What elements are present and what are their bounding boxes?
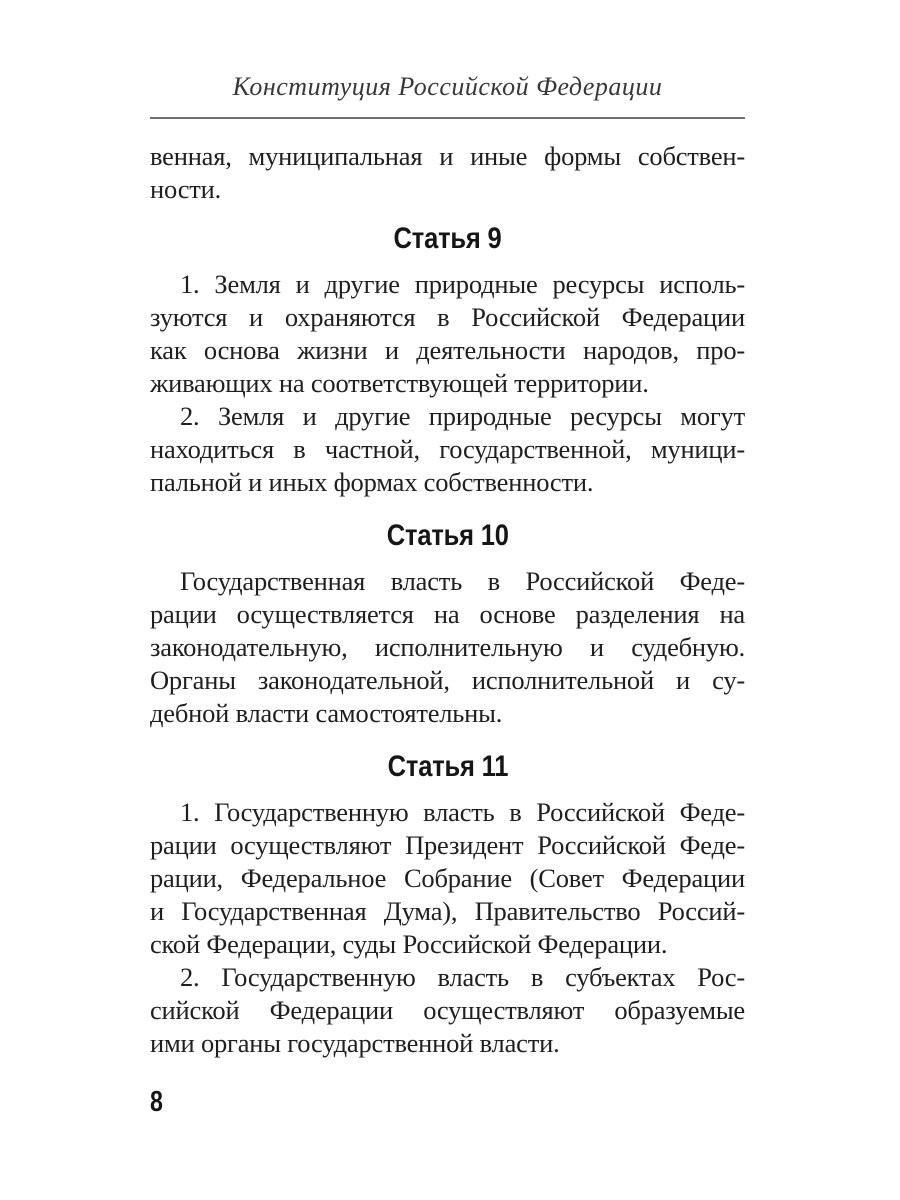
text-line: ими органы государственной власти. bbox=[150, 1028, 560, 1058]
page-number: 8 bbox=[150, 1086, 163, 1118]
text-line: зуются и охраняются в Российской Федерации bbox=[150, 302, 745, 332]
text-line: 2. Земля и другие природные ресурсы могут bbox=[180, 401, 745, 431]
text-line: и Государственная Дума), Правительство Россий- bbox=[150, 896, 745, 926]
text-line: рации, Федеральное Собрание (Совет Федерации bbox=[150, 863, 745, 893]
article-heading-9 bbox=[150, 222, 745, 255]
paragraph-article10 bbox=[150, 565, 745, 730]
article-heading-11 bbox=[150, 750, 745, 783]
article-heading-text: Статья 10 bbox=[386, 519, 509, 552]
text-line: сийской Федерации осуществляют образуемые bbox=[150, 995, 745, 1025]
text-line: 1. Государственную власть в Российской Феде- bbox=[180, 797, 745, 827]
text-line: Органы законодательной, исполнительной и су- bbox=[150, 665, 745, 695]
text-line: дебной власти самостоятельны. bbox=[150, 698, 503, 728]
text-line: пальной и иных формах собственности. bbox=[150, 467, 594, 497]
text-line: венная, муниципальная и иные формы собствен- bbox=[150, 141, 745, 171]
text-line: ности. bbox=[150, 174, 222, 204]
article-heading-text: Статья 11 bbox=[387, 750, 508, 783]
paragraph-continuation bbox=[150, 140, 745, 206]
text-line: рации осуществляют Президент Российской Феде- bbox=[150, 830, 745, 860]
text-line: живающих на соответствующей территории. bbox=[150, 368, 649, 398]
article-heading-10 bbox=[150, 519, 745, 552]
paragraph-article11-2 bbox=[150, 961, 745, 1060]
text-line: рации осуществляется на основе разделения на bbox=[150, 599, 745, 629]
text-line: законодательную, исполнительную и судебную. bbox=[150, 632, 745, 662]
page-body-text bbox=[150, 140, 745, 1060]
text-line: ской Федерации, суды Российской Федерации. bbox=[150, 929, 668, 959]
article-heading-text: Статья 9 bbox=[393, 222, 502, 255]
header-rule-divider bbox=[150, 117, 745, 119]
text-line: Государственная власть в Российской Феде- bbox=[180, 566, 745, 596]
running-header: Конституция Российской Федерации bbox=[232, 72, 663, 101]
text-line: находиться в частной, государственной, муници- bbox=[150, 434, 745, 464]
text-line: 2. Государственную власть в субъектах Рос- bbox=[180, 962, 745, 992]
paragraph-article9-1 bbox=[150, 268, 745, 400]
paragraph-article11-1 bbox=[150, 796, 745, 961]
text-line: 1. Земля и другие природные ресурсы исполь- bbox=[180, 269, 745, 299]
paragraph-article9-2 bbox=[150, 400, 745, 499]
text-line: как основа жизни и деятельности народов, про- bbox=[150, 335, 745, 365]
